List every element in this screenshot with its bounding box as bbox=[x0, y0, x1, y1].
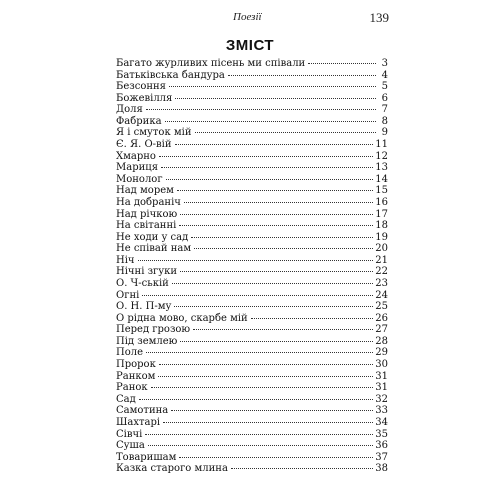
running-title: Поезії bbox=[233, 11, 262, 23]
toc-entry-title: Ранок bbox=[116, 382, 148, 394]
dot-leader bbox=[228, 75, 376, 76]
dot-leader bbox=[146, 109, 376, 110]
toc-entry bbox=[116, 429, 388, 441]
toc-entry-page: 31 bbox=[375, 382, 388, 394]
toc-entry-title: Над морем bbox=[116, 185, 174, 197]
toc-entry-page: 22 bbox=[375, 266, 388, 278]
toc-entry-page: 26 bbox=[375, 312, 388, 324]
toc-entry bbox=[116, 394, 388, 406]
dot-leader bbox=[161, 167, 373, 168]
toc-entry bbox=[116, 371, 388, 383]
toc-entry-page: 14 bbox=[375, 173, 388, 185]
toc-entry-title: На добраніч bbox=[116, 196, 181, 208]
toc-entry bbox=[116, 417, 388, 429]
toc-entry bbox=[116, 174, 388, 186]
toc-entry bbox=[116, 278, 388, 290]
toc-entry bbox=[116, 209, 388, 221]
toc-entry-page: 31 bbox=[375, 370, 388, 382]
toc-entry-page: 29 bbox=[375, 347, 388, 359]
dot-leader bbox=[159, 156, 373, 157]
toc-entry-page: 5 bbox=[381, 81, 388, 93]
dot-leader bbox=[159, 364, 373, 365]
dot-leader bbox=[194, 248, 373, 249]
toc-entry-page: 20 bbox=[375, 243, 388, 255]
toc-entry bbox=[116, 162, 388, 174]
toc-heading: ЗМІСТ bbox=[225, 37, 275, 54]
dot-leader bbox=[251, 318, 374, 319]
running-head bbox=[0, 11, 500, 27]
toc-entry-title: Батьківська бандура bbox=[116, 69, 225, 81]
toc-entry bbox=[116, 220, 388, 232]
toc-entry bbox=[116, 139, 388, 151]
toc-entry bbox=[116, 151, 388, 163]
toc-entry-page: 15 bbox=[375, 185, 388, 197]
dot-leader bbox=[177, 190, 373, 191]
dot-leader bbox=[175, 98, 376, 99]
toc-entry-page: 13 bbox=[375, 162, 388, 174]
toc-entry bbox=[116, 359, 388, 371]
dot-leader bbox=[179, 457, 373, 458]
toc-entry-page: 24 bbox=[375, 289, 388, 301]
dot-leader bbox=[231, 468, 373, 469]
dot-leader bbox=[145, 434, 373, 435]
toc-entry-title: Сад bbox=[116, 393, 136, 405]
toc-entry-title: Нічні згуки bbox=[116, 266, 178, 278]
dot-leader bbox=[151, 387, 374, 388]
toc-entry-page: 3 bbox=[381, 58, 388, 69]
toc-entry bbox=[116, 232, 388, 244]
toc-entry-page: 18 bbox=[375, 220, 388, 232]
dot-leader bbox=[308, 63, 376, 64]
toc-entry-page: 9 bbox=[381, 127, 388, 139]
toc-entry-page: 23 bbox=[375, 277, 388, 289]
dot-leader bbox=[175, 144, 374, 145]
toc-entry-title: Над річкою bbox=[116, 208, 178, 220]
dot-leader bbox=[193, 329, 373, 330]
dot-leader bbox=[139, 399, 373, 400]
toc-entry-title: Багато журливих пісень ми співали bbox=[116, 58, 306, 69]
toc-entry-title: Пророк bbox=[116, 359, 156, 371]
toc-entry-title: О. Н. П-му bbox=[116, 301, 172, 313]
toc-entry-page: 38 bbox=[375, 463, 388, 475]
dot-leader bbox=[158, 376, 373, 377]
toc-entry-title: На світанні bbox=[116, 220, 177, 232]
toc-entry-title: Не ходи у сад bbox=[116, 231, 189, 243]
toc-entry bbox=[116, 197, 388, 209]
toc-entry-title: Монолог bbox=[116, 173, 163, 185]
toc-entry-title: Огні bbox=[116, 289, 140, 301]
toc-entry-page: 34 bbox=[375, 416, 388, 428]
toc-entry-title: Безсоння bbox=[116, 81, 166, 93]
toc-entry-title: Доля bbox=[116, 104, 143, 116]
toc-entry-page: 35 bbox=[375, 428, 388, 440]
toc-entry-title: Сівчі bbox=[116, 428, 143, 440]
toc-entry-page: 37 bbox=[375, 451, 388, 463]
toc-entry-title: Фабрика bbox=[116, 115, 162, 127]
toc-entry-page: 7 bbox=[381, 104, 388, 116]
toc-entry-page: 27 bbox=[375, 324, 388, 336]
dot-leader bbox=[142, 295, 373, 296]
toc-entry-title: Товаришам bbox=[116, 451, 177, 463]
dot-leader bbox=[180, 341, 373, 342]
toc-entry-page: 12 bbox=[375, 150, 388, 162]
toc-entry-page: 4 bbox=[381, 69, 388, 81]
toc-entry-page: 11 bbox=[375, 139, 388, 151]
toc-entry-page: 19 bbox=[375, 231, 388, 243]
toc-entry bbox=[116, 347, 388, 359]
toc-entry bbox=[116, 463, 388, 475]
toc-entry bbox=[116, 266, 388, 278]
dot-leader bbox=[163, 422, 373, 423]
toc-entry-title: О рідна мово, скарбе мій bbox=[116, 312, 248, 324]
toc-entry bbox=[116, 324, 388, 336]
toc-entry-title: Казка старого млина bbox=[116, 463, 228, 475]
toc-entry bbox=[116, 301, 388, 313]
toc-entry-title: Суша bbox=[116, 440, 145, 452]
dot-leader bbox=[180, 271, 373, 272]
dot-leader bbox=[165, 121, 376, 122]
dot-leader bbox=[179, 225, 373, 226]
toc-entry bbox=[116, 70, 388, 82]
dot-leader bbox=[195, 132, 376, 133]
toc-entry-title: Хмарно bbox=[116, 150, 156, 162]
toc-entry bbox=[116, 382, 388, 394]
page-number: 139 bbox=[369, 10, 389, 25]
toc-entry bbox=[116, 93, 388, 105]
toc-entry bbox=[116, 116, 388, 128]
toc-entry-title: О. Ч-ській bbox=[116, 277, 169, 289]
toc-entry-page: 8 bbox=[381, 115, 388, 127]
toc-entry bbox=[116, 185, 388, 197]
toc-entry-title: Самотина bbox=[116, 405, 169, 417]
toc-entry bbox=[116, 405, 388, 417]
toc-entry-title: Мариця bbox=[116, 162, 159, 174]
toc-entry bbox=[116, 255, 388, 267]
toc-entry-page: 21 bbox=[375, 254, 388, 266]
toc-entry-page: 32 bbox=[375, 393, 388, 405]
dot-leader bbox=[171, 410, 373, 411]
toc-entry-page: 16 bbox=[375, 196, 388, 208]
dot-leader bbox=[146, 352, 373, 353]
toc-entry-page: 30 bbox=[375, 359, 388, 371]
toc-entry bbox=[116, 243, 388, 255]
toc-entry-title: Ранком bbox=[116, 370, 156, 382]
toc-list bbox=[116, 58, 388, 475]
dot-leader bbox=[174, 306, 373, 307]
toc-entry bbox=[116, 313, 388, 325]
toc-entry bbox=[116, 452, 388, 464]
toc-entry-title: Шахтарі bbox=[116, 416, 161, 428]
toc-entry-page: 36 bbox=[375, 440, 388, 452]
dot-leader bbox=[172, 283, 373, 284]
toc-entry-title: Перед грозою bbox=[116, 324, 191, 336]
dot-leader bbox=[169, 86, 376, 87]
toc-entry-page: 28 bbox=[375, 335, 388, 347]
toc-entry-page: 17 bbox=[375, 208, 388, 220]
dot-leader bbox=[166, 179, 374, 180]
toc-entry bbox=[116, 290, 388, 302]
toc-entry-title: Божевілля bbox=[116, 92, 173, 104]
dot-leader bbox=[191, 237, 373, 238]
dot-leader bbox=[138, 260, 374, 261]
toc-entry bbox=[116, 104, 388, 116]
toc-entry bbox=[116, 336, 388, 348]
toc-entry bbox=[116, 58, 388, 70]
toc-entry-title: Я і смуток мій bbox=[116, 127, 192, 139]
dot-leader bbox=[148, 445, 373, 446]
dot-leader bbox=[180, 214, 373, 215]
dot-leader bbox=[184, 202, 373, 203]
toc-entry-page: 25 bbox=[375, 301, 388, 313]
toc-entry-title: Є. Я. О-вій bbox=[116, 139, 172, 151]
toc-entry bbox=[116, 81, 388, 93]
toc-entry-title: Ніч bbox=[116, 254, 135, 266]
toc-entry-page: 33 bbox=[375, 405, 388, 417]
toc-entry bbox=[116, 440, 388, 452]
toc-entry-title: Не співай нам bbox=[116, 243, 192, 255]
toc-entry bbox=[116, 127, 388, 139]
toc-entry-title: Під землею bbox=[116, 335, 178, 347]
toc-entry-page: 6 bbox=[381, 92, 388, 104]
toc-entry-title: Поле bbox=[116, 347, 144, 359]
